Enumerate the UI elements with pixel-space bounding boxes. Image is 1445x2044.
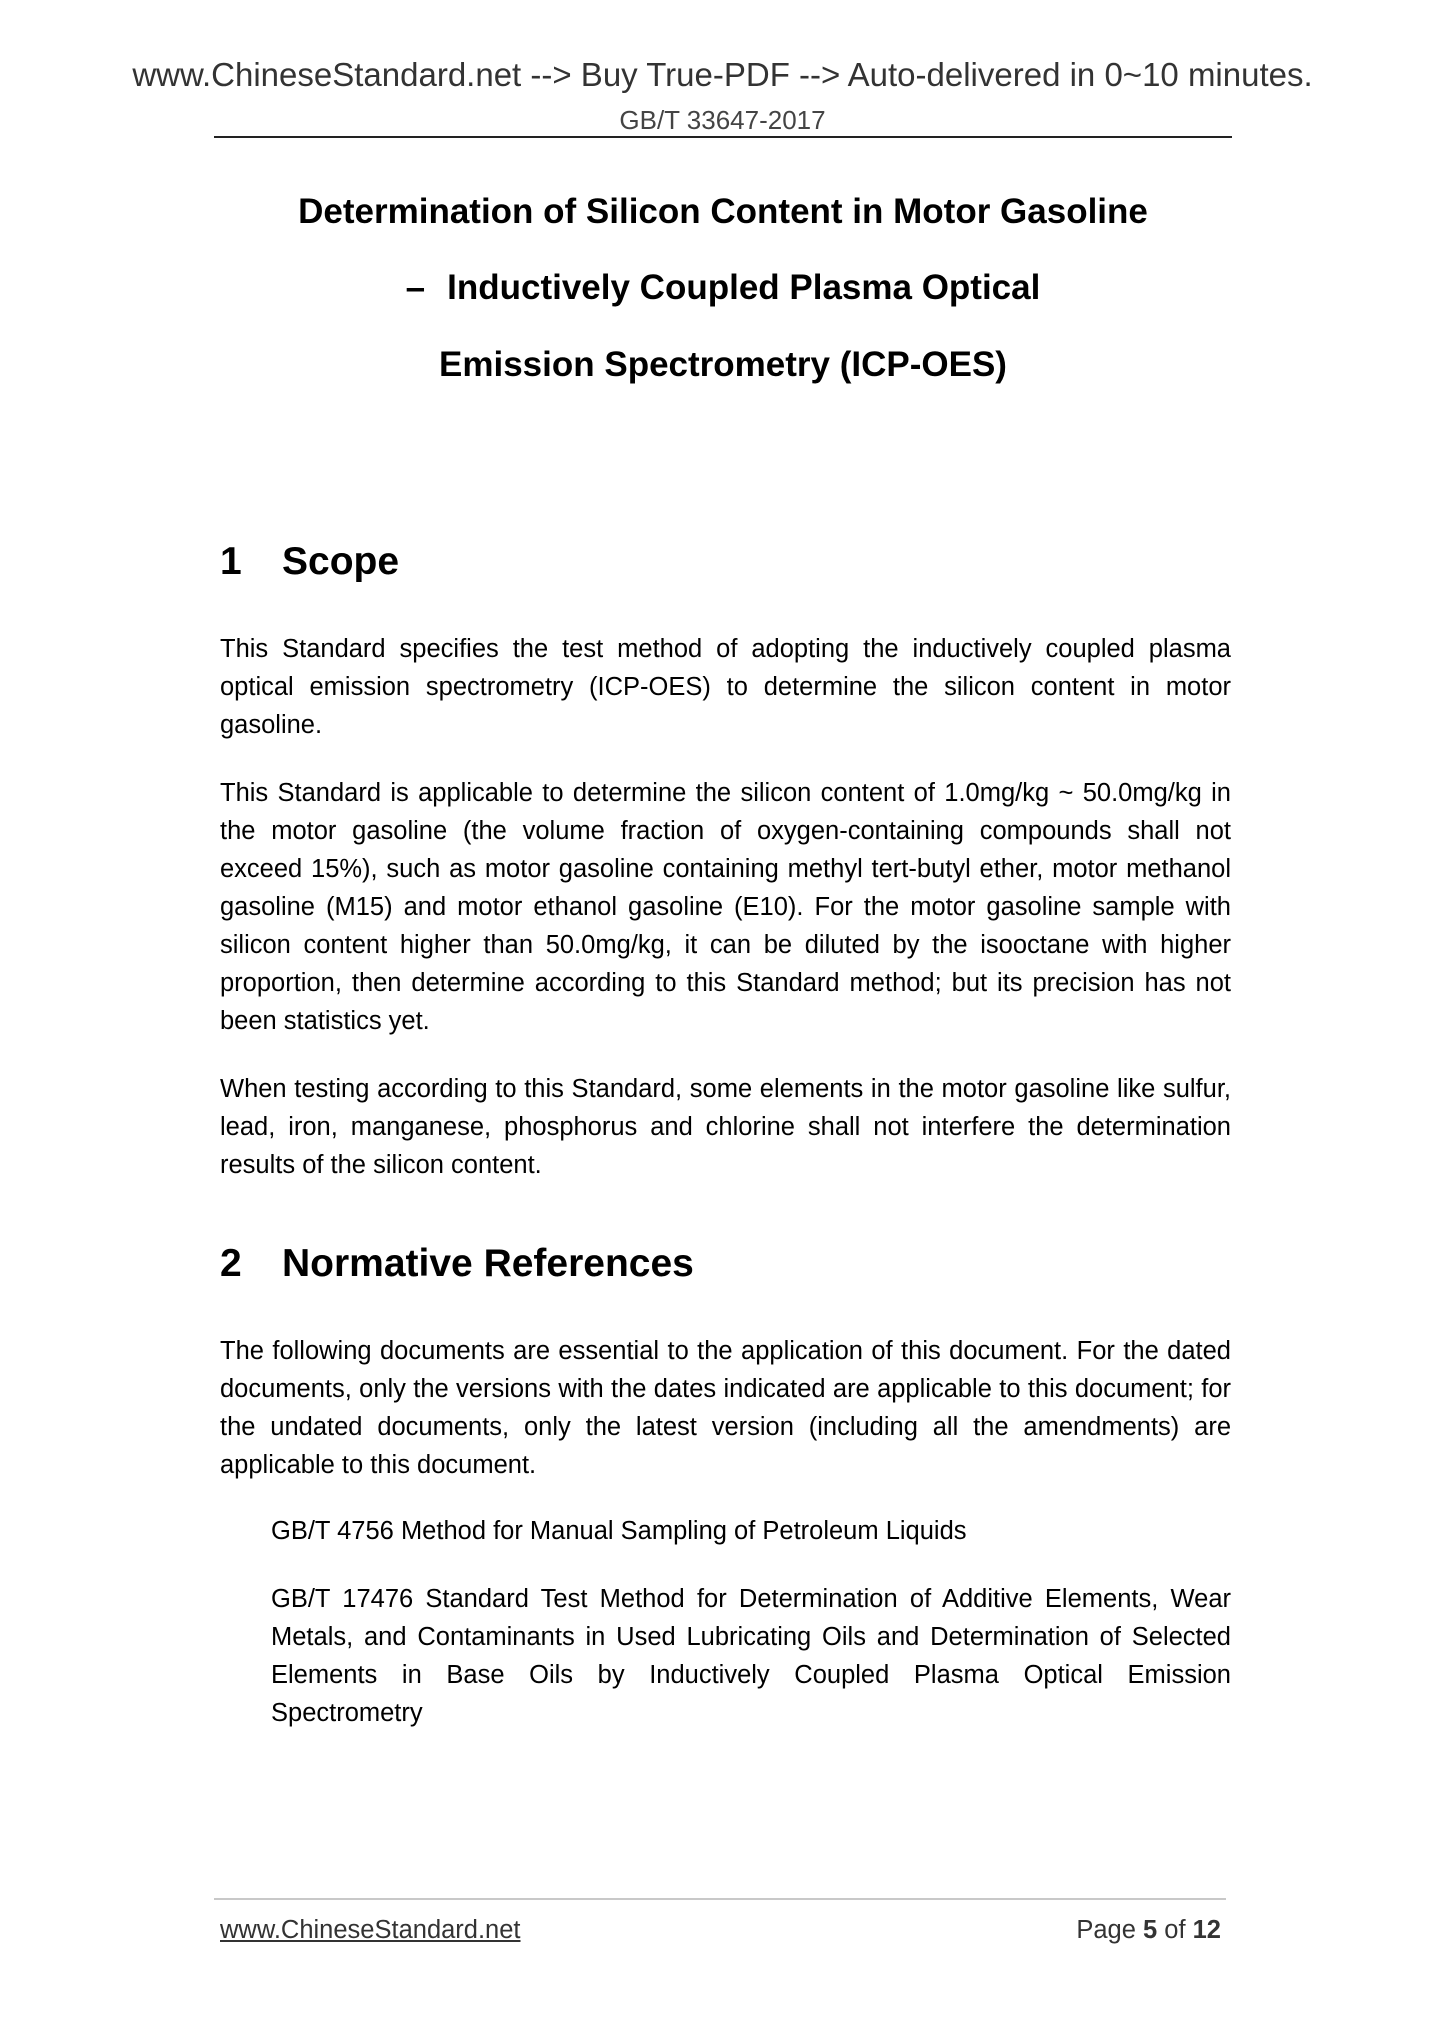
title-dash: – <box>405 268 426 307</box>
section-heading-normative-references <box>220 1242 694 1286</box>
page-current: 5 <box>1143 1916 1158 1944</box>
footer-website-link[interactable]: www.ChineseStandard.net <box>220 1916 521 1944</box>
document-title-line-2 <box>214 268 1232 308</box>
header-banner: www.ChineseStandard.net --> Buy True-PDF --> Auto-delivered in 0~10 minutes. <box>132 56 1313 93</box>
section-title: Normative References <box>282 1242 694 1285</box>
page-number <box>1076 1916 1221 1945</box>
section-number: 2 <box>220 1242 242 1285</box>
page-of: of <box>1157 1916 1193 1944</box>
header-divider <box>214 136 1232 138</box>
paragraph: The following documents are essential to the application of this document. For the dated documents, only the versions with the dates indicated are applicable to this document; for the undated documents, only the latest version (including all the amendments) are applicable to this document. <box>220 1337 1231 1479</box>
section-number: 1 <box>220 540 242 583</box>
paragraph: This Standard is applicable to determine the silicon content of 1.0mg/kg ~ 50.0mg/kg in the motor gasoline (the volume fraction of oxygen-containing compounds shall not exceed 15%), such as motor gasoline containing methyl tert-butyl ether, motor methanol gasoline (M15) and motor ethanol gasoline (E10). For the motor gasoline sample with silicon content higher than 50.0mg/kg, it can be diluted by the isooctane with higher proportion, then determine according to this Standard method; but its precision has not been statistics yet. <box>220 779 1231 1035</box>
document-title-line-3: Emission Spectrometry (ICP-OES) <box>439 345 1007 384</box>
section-title: Scope <box>282 540 400 583</box>
document-title-line-1: Determination of Silicon Content in Motor Gasoline <box>298 192 1148 231</box>
reference-item: GB/T 4756 Method for Manual Sampling of Petroleum Liquids <box>271 1517 967 1545</box>
standard-code: GB/T 33647-2017 <box>619 105 826 135</box>
paragraph: This Standard specifies the test method of adopting the inductively coupled plasma optical emission spectrometry (ICP-OES) to determine the silicon content in motor gasoline. <box>220 635 1231 739</box>
section-heading-scope <box>220 540 399 584</box>
footer-divider <box>214 1898 1226 1900</box>
page-total: 12 <box>1192 1916 1221 1944</box>
paragraph: When testing according to this Standard, some elements in the motor gasoline like sulfur, lead, iron, manganese, phosphorus and chlorine shall not interfere the determination results of the silicon content. <box>220 1075 1231 1179</box>
page-prefix: Page <box>1076 1916 1143 1944</box>
title-line-2-text: Inductively Coupled Plasma Optical <box>447 268 1041 307</box>
reference-item: GB/T 17476 Standard Test Method for Determination of Additive Elements, Wear Metals, and Contaminants in Used Lubricating Oils and Determination of Selected Elements in Base Oils by Inductively Coupled Plasma Optical Emission Spectrometry <box>271 1585 1231 1727</box>
